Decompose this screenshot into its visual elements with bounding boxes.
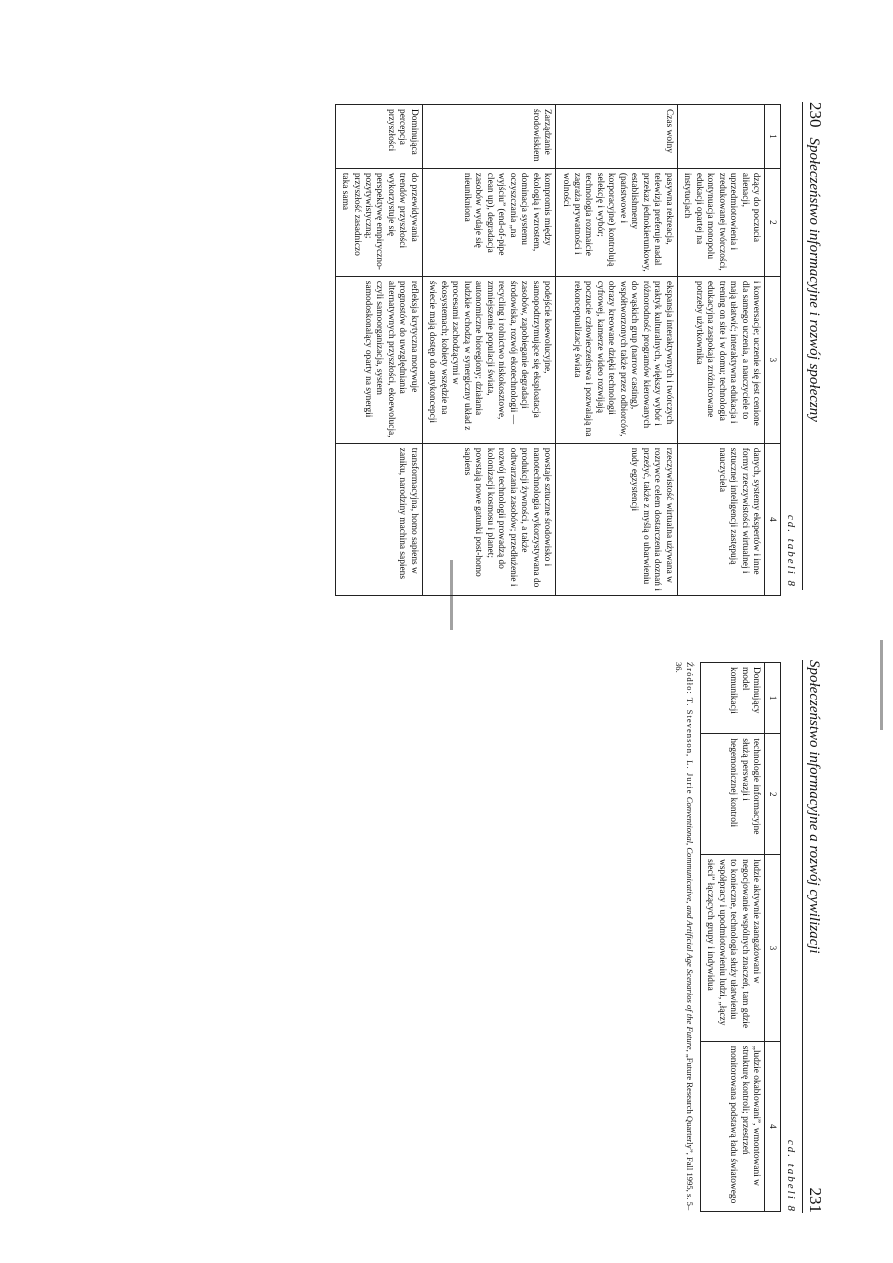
row-label	[677, 105, 764, 169]
table-cell: ludzie aktywnie zaangażowani w negocjowanie wspólnych znaczeń, tam gdzie to konieczne, technologia służy ułatwieniu współpracy i upodmiotowieniu ludzi, „łączy sieci” łączących grupy i indywidua	[700, 855, 764, 1042]
page-number: 230	[806, 102, 825, 128]
table-cell: refleksja krytyczna motywuje prognostów do uwzględniania alternatywnych przyszłości, ekoewolucja, czyli samoorganizacja, system samodoskonalący oparty na synergii	[335, 276, 422, 443]
running-head-title: Społeczeństwo informacyjne a rozwój cywilizacji	[806, 660, 822, 954]
running-head	[802, 660, 833, 1213]
table-cell: i konwersacje; uczenie się jest cenione dla samego uczenia, a nauczyciele to mają ułatwić; interaktywna edukacja i trening on site i w domu; technologia edukacyjna zaspokaja zróżnicowane potrzeby użytkownika	[677, 276, 764, 443]
table-row	[556, 105, 678, 596]
running-head-title: Społeczeństwo informacyjne i rozwój społeczny	[806, 137, 822, 422]
table-cell: pasywna rekreacja, telewizja preferuje nadal przekaz jednokierunkowy, establishmenty (państwowe i korporacyjne) kontrolują selekcję i wybór; technologia rozmaicie zagraża prywatności i wolności	[556, 168, 678, 276]
table-cell: danych, systemy ekspertów i inne formy rzeczywistości wirtualnej i sztucznej inteligencji zastępują nauczyciela	[677, 443, 764, 595]
row-label: Dominująca percepcja przyszłości	[335, 105, 422, 169]
table-cell: technologie informacyjne służą perswazji i hegemonicznej kontroli	[700, 734, 764, 855]
row-label: Zarządzanie środowiskiem	[422, 105, 555, 169]
table-cell: „ludzie okablowani”, wmontowani w strukturę kontroli; przestrzeń monitorowana podstawą ładu światowego	[700, 1041, 764, 1211]
table-cell: dzący do poczucia alienacji, uprzedmiotowienia i zredukowanej twórczości, kontynuacja monopolu edukacji opartej na instytucjach	[677, 168, 764, 276]
row-label: Czas wolny	[556, 105, 678, 169]
table-caption: cd. tabeli 8	[785, 1139, 797, 1213]
table-cell: do przewidywania trendów przyszłości wykorzystuje się perspektywę empiryczno-pozytywistyczną; przyszłość zasadniczo taka sama	[335, 168, 422, 276]
source-title: Conventional, Communicative, and Artificial Age Scenarios of the Future	[685, 796, 695, 1050]
header-row	[765, 663, 781, 1212]
column-header: 4	[765, 443, 781, 595]
column-header: 2	[765, 734, 781, 855]
column-header: 3	[765, 276, 781, 443]
source-label: Źródło: T. Stevenson, L. Jurie	[685, 662, 695, 795]
column-header: 3	[765, 855, 781, 1042]
table-caption: cd. tabeli 8	[785, 514, 797, 588]
table-cell: powstaje sztuczne środowisko i nanotechnologia wykorzystywana do produkcji żywności, a także odtwarzania zasobów; przedłużenie i rozwój technologii prowadzą do kolonizacji kosmosu i planet; powstają nowe gatunki post-homo sapiens	[422, 443, 555, 595]
table-cell: transformacyjna, homo sapiens w zaniku, narodziny machina sapiens	[335, 443, 422, 595]
source-note	[673, 662, 695, 1214]
source-rest: , „Future Research Quarterly”, Fall 1995, s. 5–36.	[673, 662, 695, 1211]
right-page	[0, 640, 893, 1263]
table-row	[700, 663, 764, 1212]
column-header: 1	[765, 105, 781, 169]
header-row	[765, 105, 781, 596]
row-label: Dominujący model komunikacji	[700, 663, 764, 734]
scenario-table-continued	[700, 662, 781, 1212]
table-cell: kompromis między ekologią i wzrostem, dominacja systemu oczyszczania „na wyjściu” (end-of-pipe clean up), degradacja zasobów wydaje się nieunikniona	[422, 168, 555, 276]
table-cell: rzeczywistość wirtualna używana w rozrywce celem dostarczenia doznań i przeżyć, także z myślą o ubarwieniu nudy egzystencji	[556, 443, 678, 595]
scenario-table-continued	[335, 104, 781, 596]
table-row	[422, 105, 555, 596]
table-cell: podejście koewolucyjne, samopodtrzymujące się eksploatacja zasobów, zapobieganie degradacji środowiska, rozwój ekotechnologii — recycling i rolnictwo niskokosztowe, zmniejszenie populacji świata, autonomiczne bioregiony; działania ludzkie wchodzą w synergiczny układ z procesami zachodzącymi w ekosystemach; kobiety wszędzie na świecie mają dostęp do antykoncepcji	[422, 276, 555, 443]
column-header: 4	[765, 1041, 781, 1211]
table-row	[335, 105, 422, 596]
column-header: 1	[765, 663, 781, 734]
table-cell: ekspansja interaktywnych i twórczych praktyk kulturalnych, większy wybór i różnorodność programów kierowanych do wąskich grup (narrow casting), współtworzonych także przez odbiorców, obrazy kreowane dzięki technologii cyfrowej, kamerze wideo rozwijają poczucie człowieczeństwa i pozwalają na rekonceptualizację świata	[556, 276, 678, 443]
running-head	[802, 102, 833, 590]
column-header: 2	[765, 168, 781, 276]
table-row	[677, 105, 764, 596]
left-page	[0, 0, 893, 610]
page-number: 231	[806, 1187, 825, 1213]
